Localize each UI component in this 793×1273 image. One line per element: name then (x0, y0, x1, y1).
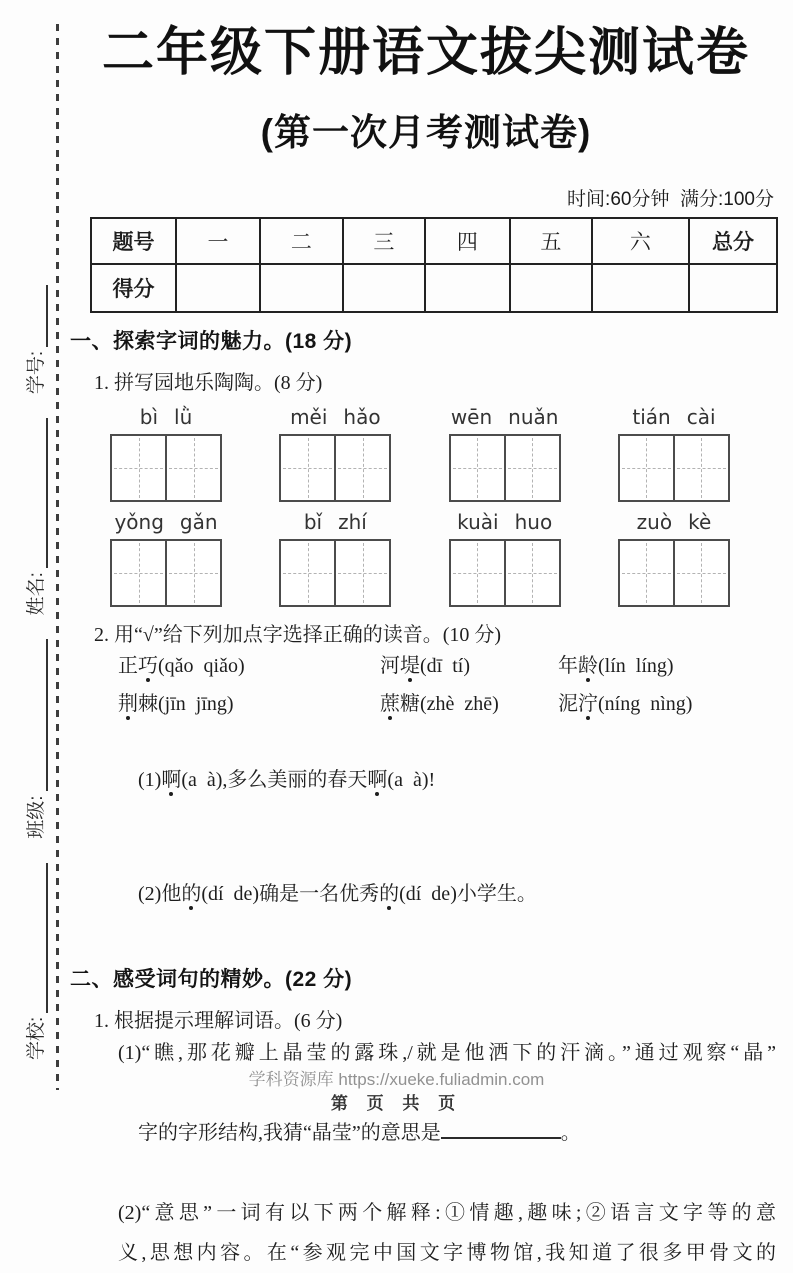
class-label: 班级: (26, 795, 47, 839)
student-id-field (21, 285, 48, 394)
watermark-site-url: 学科资源库 https://xueke.fuliadmin.com (248, 1070, 545, 1089)
pinyin-group (269, 510, 401, 607)
pinyin-label (608, 510, 740, 534)
dotted-char: 龄 (578, 655, 598, 678)
grid-cell (673, 436, 728, 500)
sentence-text: (a à),多么美丽的春天 (181, 769, 368, 792)
dotted-char: 泞 (578, 693, 598, 716)
dotted-char: 堤 (400, 655, 420, 678)
score-cell (425, 264, 510, 312)
pinyin-label (608, 405, 740, 429)
header-col-2: 二 (260, 218, 343, 264)
sentence-text: (dí de)确是一名优秀 (201, 883, 380, 906)
pinyin-syllable: lǜ (174, 405, 193, 430)
writing-grid-box (279, 434, 391, 502)
writing-grid-box (618, 434, 730, 502)
word-text: 正 (118, 655, 138, 678)
answer-blank-line (441, 1133, 561, 1139)
sentence-1 (118, 723, 782, 837)
grid-cell (165, 436, 220, 500)
header-question-no: 题号 (91, 218, 176, 264)
pinyin-syllable: kè (688, 510, 712, 535)
pinyin-group (269, 405, 401, 502)
student-id-blank-line (42, 285, 48, 347)
paragraph-text: 。 (560, 1122, 581, 1145)
section2-heading: 二、感受词句的精妙。(22 分) (70, 968, 353, 992)
class-blank-line (42, 639, 48, 791)
grid-cell (334, 541, 389, 605)
pinyin-row-2 (100, 510, 740, 607)
pinyin-group (439, 510, 571, 607)
pinyin-group (439, 405, 571, 502)
page-number-footer: 第 页 共 页 (330, 1094, 463, 1113)
section2-q1: 1. 根据提示理解词语。(6 分) (94, 1010, 343, 1033)
section2-p2-line1: (2)“意思”一词有以下两个解释:①情趣,趣味;②语言文字等的意 (118, 1202, 776, 1225)
school-blank-line (42, 863, 48, 1013)
page-title: 二年级下册语文拔尖测试卷 (101, 24, 750, 82)
pinyin-syllable: bǐ (303, 510, 323, 535)
grid-cell (673, 541, 728, 605)
page-subtitle: (第一次月考测试卷) (260, 112, 592, 154)
pinyin-group (608, 510, 740, 607)
pinyin-syllable: zuò (636, 510, 673, 535)
word-text: 河 (380, 655, 400, 678)
grid-cell (112, 436, 165, 500)
pinyin-label (269, 510, 401, 534)
word-text: (lín líng) (598, 655, 674, 678)
dotted-char: 的 (379, 883, 400, 906)
grid-cell (112, 541, 165, 605)
grid-cell (504, 541, 559, 605)
grid-cell (451, 436, 504, 500)
dotted-char: 啊 (367, 769, 388, 792)
dotted-char: 巧 (138, 655, 158, 678)
grid-cell (281, 436, 334, 500)
word-text: 年 (558, 655, 578, 678)
score-cell (689, 264, 777, 312)
pinyin-syllable: hǎo (343, 405, 381, 430)
grid-cell (504, 436, 559, 500)
score-cell (343, 264, 425, 312)
margin-student-fields (18, 140, 48, 1060)
sentence-text: (dí de)小学生。 (399, 883, 537, 906)
pinyin-group (100, 510, 232, 607)
writing-grid-box (449, 434, 561, 502)
dotted-char: 蔗 (380, 693, 400, 716)
pinyin-label (439, 405, 571, 429)
header-col-4: 四 (425, 218, 510, 264)
binding-cut-line (56, 24, 59, 1090)
student-id-label: 学号: (26, 350, 47, 395)
section1-heading: 一、探索字词的魅力。(18 分) (70, 330, 353, 354)
score-cell (510, 264, 592, 312)
dotted-char: 啊 (161, 769, 182, 792)
pinyin-label (100, 405, 232, 429)
dotted-char: 荆 (118, 693, 138, 716)
word-item (380, 685, 558, 723)
word-text: (níng nìng) (598, 693, 693, 716)
header-col-6: 六 (592, 218, 689, 264)
name-blank-line (42, 418, 48, 568)
pinyin-syllable: tián (632, 405, 671, 430)
grid-cell (620, 541, 673, 605)
word-item (380, 647, 558, 685)
paragraph-text: 字的字形结构,我猜“晶莹”的意思是 (138, 1122, 441, 1145)
header-total: 总分 (689, 218, 777, 264)
word-text: (dī tí) (420, 655, 470, 678)
name-field (21, 418, 48, 615)
word-item (558, 647, 782, 685)
grid-cell (334, 436, 389, 500)
word-text: 棘(jīn jīng) (138, 693, 234, 716)
name-label: 姓名: (26, 572, 47, 616)
word-text: 泥 (558, 693, 578, 716)
score-cell (592, 264, 689, 312)
header-col-1: 一 (176, 218, 260, 264)
pinyin-group (100, 405, 232, 502)
pinyin-row-1 (100, 405, 740, 502)
pinyin-syllable: kuài (457, 510, 499, 535)
dotted-char: 的 (181, 883, 202, 906)
time-score-info: 时间:60分钟 满分:100分 (567, 189, 774, 211)
score-cell (260, 264, 343, 312)
sentence-2 (118, 837, 782, 951)
grid-cell (165, 541, 220, 605)
section1-q1: 1. 拼写园地乐陶陶。(8 分) (94, 372, 323, 395)
writing-grid-box (618, 539, 730, 607)
score-table-header-row (91, 218, 777, 264)
pinyin-syllable: měi (290, 405, 328, 430)
pinyin-syllable: yǒng (114, 510, 164, 535)
writing-grid-box (110, 434, 222, 502)
pinyin-syllable: zhí (338, 510, 367, 535)
word-item (118, 647, 380, 685)
score-cell (176, 264, 260, 312)
writing-grid-box (279, 539, 391, 607)
pinyin-label (100, 510, 232, 534)
word-item (118, 685, 380, 723)
pinyin-syllable: wēn (450, 405, 493, 430)
class-field (21, 639, 48, 838)
word-text: 糖(zhè zhē) (400, 693, 499, 716)
pinyin-syllable: nuǎn (508, 405, 559, 430)
writing-grid-box (449, 539, 561, 607)
pronunciation-words-row-1 (118, 647, 782, 723)
word-text: (qǎo qiǎo) (158, 655, 245, 678)
sentence-text: (2)他 (138, 883, 182, 906)
word-item (558, 685, 782, 723)
grid-cell (281, 541, 334, 605)
section1-q2: 2. 用“√”给下列加点字选择正确的读音。(10 分) (94, 624, 502, 647)
header-col-5: 五 (510, 218, 592, 264)
pinyin-label (269, 405, 401, 429)
sentence-text: (1) (138, 769, 162, 792)
pinyin-group (608, 405, 740, 502)
score-table (90, 217, 778, 313)
pinyin-label (439, 510, 571, 534)
school-field (21, 863, 48, 1060)
school-label: 学校: (26, 1016, 47, 1060)
section2-p1-line1: (1)“瞧,那花瓣上晶莹的露珠,/就是他洒下的汗滴。”通过观察“晶” (118, 1042, 776, 1065)
grid-cell (620, 436, 673, 500)
score-row-label: 得分 (91, 264, 176, 312)
header-col-3: 三 (343, 218, 425, 264)
pinyin-syllable: cài (686, 405, 716, 430)
score-table-score-row (91, 264, 777, 312)
pinyin-syllable: bì (139, 405, 159, 430)
section2-p2-line2: 义,思想内容。在“参观完中国文字博物馆,我知道了很多甲骨文的 (118, 1242, 776, 1265)
sentence-text: (a à)! (387, 769, 436, 792)
grid-cell (451, 541, 504, 605)
pinyin-syllable: huo (514, 510, 553, 535)
pinyin-syllable: gǎn (179, 510, 218, 535)
writing-grid-box (110, 539, 222, 607)
